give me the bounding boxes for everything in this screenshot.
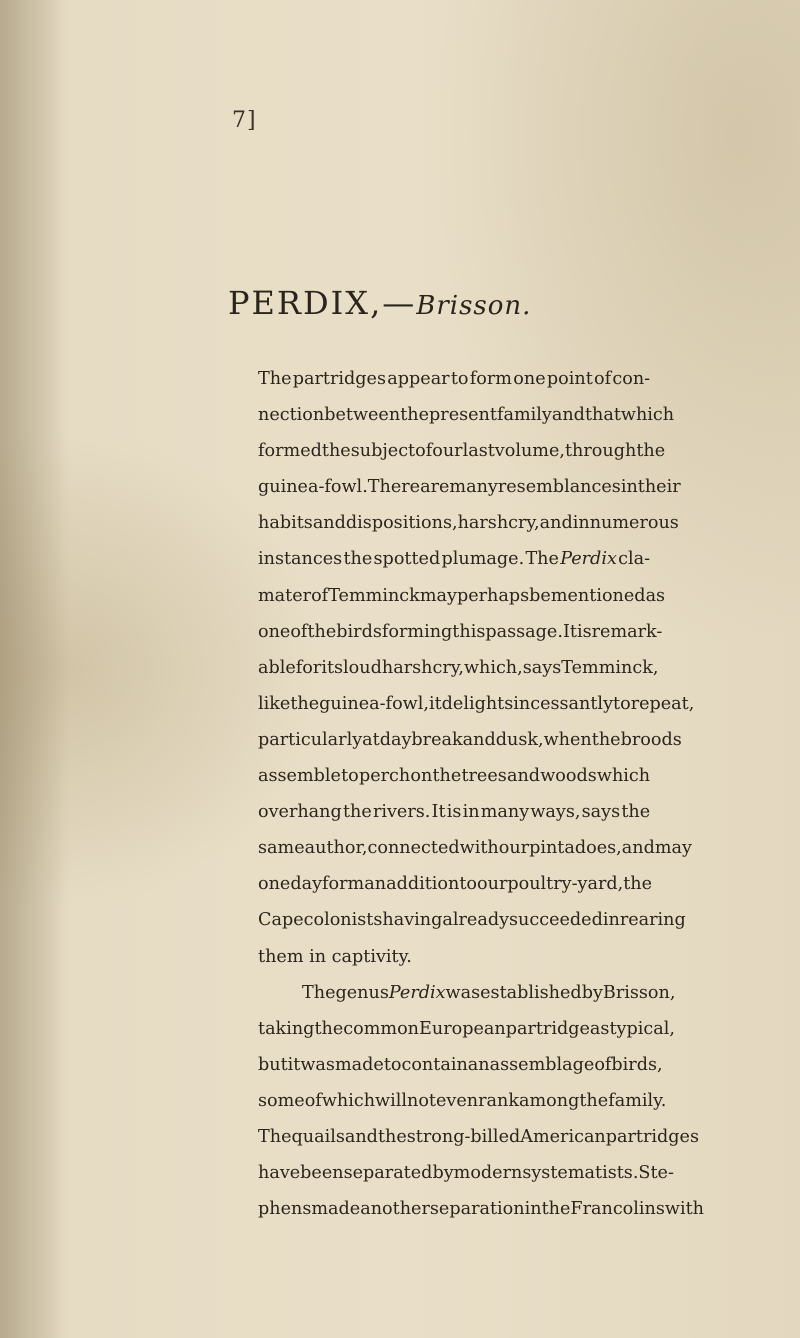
heading-genus: PERDIX,	[228, 284, 383, 322]
page-gutter-shadow	[0, 0, 70, 1338]
text-line: particularly at daybreak and dusk, when the broods	[258, 729, 682, 750]
text-line: have been separated by modern systematists. Ste-	[258, 1163, 674, 1184]
text-line: The quails and the strong-billed American partridges	[258, 1126, 700, 1147]
text-line: mater of Temminck may perhaps be mentioned as	[258, 585, 666, 606]
text-line: one of the birds forming this passage. It is remark-	[258, 621, 663, 642]
text-line: The genus Perdix was established by Brisson,	[302, 982, 676, 1003]
text-line: Cape colonists having already succeeded in rearing	[258, 910, 686, 931]
text-line: nection between the present family and that which	[258, 405, 675, 426]
text-line: phens made another separation in the Francolins with	[258, 1199, 704, 1220]
text-line: them in captivity.	[258, 946, 412, 967]
text-line: taking the common European partridge as typical,	[258, 1018, 675, 1039]
text-line: one day form an addition to our poultry-yard, the	[258, 874, 653, 895]
text-line: guinea-fowl. There are many resemblances in their	[258, 477, 681, 498]
heading-authority: Brisson.	[416, 291, 532, 321]
text-line: assemble to perch on the trees and woods which	[258, 766, 651, 787]
text-line: able for its loud harsh cry, which, says Temminck,	[258, 657, 659, 678]
page-number: 7]	[232, 108, 257, 133]
text-line: formed the subject of our last volume, through the	[258, 441, 666, 462]
section-heading	[228, 284, 531, 322]
text-line: instances the spotted plumage. The Perdix cla-	[258, 549, 651, 570]
text-line: overhang the rivers. It is in many ways, says the	[258, 802, 651, 823]
text-line: some of which will not even rank among the family.	[258, 1090, 667, 1111]
text-line: habits and dispositions, harsh cry, and in numerous	[258, 513, 679, 534]
text-line: same author, connected with our pintadoes, and may	[258, 838, 692, 859]
text-line: like the guinea-fowl, it delights incessantly to repeat,	[258, 693, 695, 714]
text-line: but it was made to contain an assemblage of birds,	[258, 1054, 663, 1075]
body-text	[258, 361, 704, 1227]
text-line: The partridges appear to form one point of con-	[258, 369, 651, 389]
heading-dash: —	[382, 284, 417, 322]
